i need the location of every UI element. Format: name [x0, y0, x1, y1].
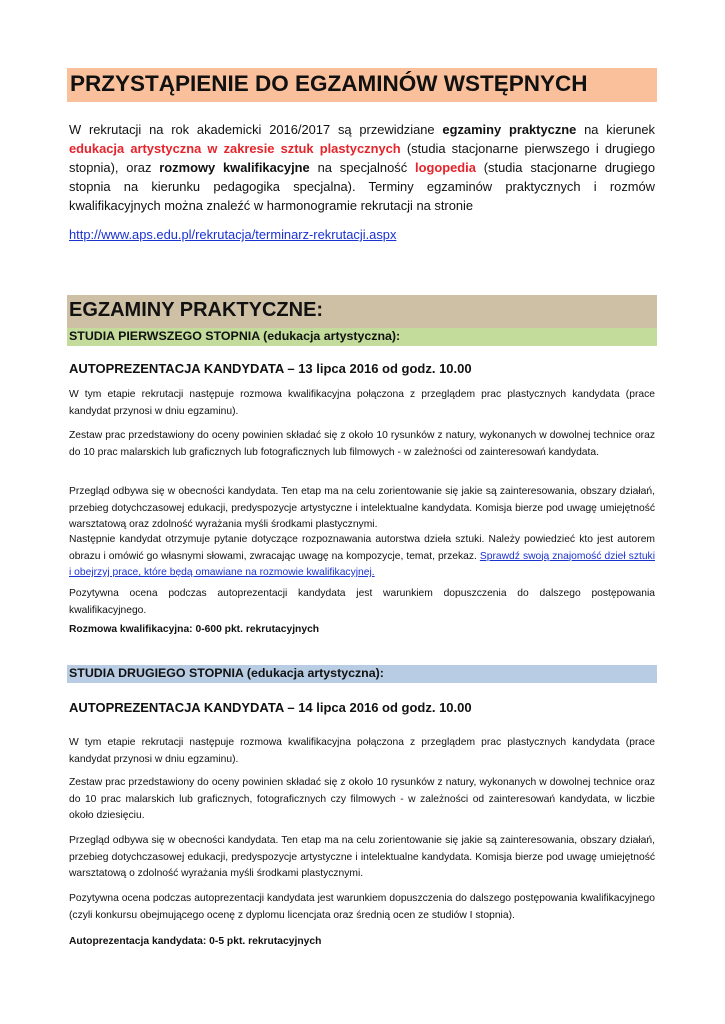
intro-text: (studia stacjonarne pierwszego i drugiego stopnia), oraz	[69, 141, 656, 175]
artworks-quiz-link[interactable]: Sprawdź swoją znajomość dzieł sztuki i obejrzyj prace, które będą omawiane na rozmowie kwalifikacyjnej.	[69, 550, 655, 578]
intro-bold-interviews: rozmowy kwalifikacyjne	[159, 160, 310, 175]
first-degree-paragraph-2: Zestaw prac przedstawiony do oceny powinien składać się z około 10 rysunków z natury, wykonanych w dowolnej technice oraz do 10 prac malarskich lub graficznych lub fotograficznych lub filmowych - w zależności od zainteresowań kandydata.	[69, 430, 655, 458]
schedule-link[interactable]: http://www.aps.edu.pl/rekrutacja/terminarz-rekrutacji.aspx	[69, 227, 397, 242]
intro-text: W rekrutacji na rok akademicki 2016/2017 są przewidziane	[69, 122, 443, 137]
first-degree-paragraph-3: Przegląd odbywa się w obecności kandydata. Ten etap ma na celu zorientowanie się jakie są zainteresowania, obszary działań, przebieg dotychczasowej edukacji, predyspozycje artystyczne i intelektualne kandydata. Komisja bierze pod uwagę umiejętność warsztatową oraz zdolność wyrażania myśli środkami plastycznymi.	[69, 486, 655, 530]
second-degree-paragraph-2: Zestaw prac przedstawiony do oceny powinien składać się z około 10 rysunków z natury, wykonanych w dowolnej technice oraz do 10 prac malarskich lub graficznych, fotograficznych czy filmowych - w zależności od zainteresowań kandydata, w liczbie około dziesięciu.	[69, 777, 655, 821]
intro-text: (studia stacjonarne drugiego stopnia na kierunku pedagogika specjalna). Terminy egzaminów praktycznych i rozmów kwalifikacyjnych można znaleźć w harmonogramie rekrutacji na stronie	[69, 160, 656, 213]
page-title: PRZYSTĄPIENIE DO EGZAMINÓW WSTĘPNYCH	[67, 68, 657, 102]
intro-bold-practical-exams: egzaminy praktyczne	[442, 122, 577, 137]
second-degree-score: Autoprezentacja kandydata: 0-5 pkt. rekrutacyjnych	[69, 936, 322, 947]
intro-highlight-speech-therapy: logopedia	[415, 160, 476, 175]
intro-text: na kierunek	[576, 122, 655, 137]
first-degree-paragraph-4	[69, 532, 655, 582]
second-degree-heading: STUDIA DRUGIEGO STOPNIA (edukacja artystyczna):	[67, 665, 657, 683]
second-degree-subheading: AUTOPREZENTACJA KANDYDATA – 14 lipca 2016 od godz. 10.00	[69, 700, 472, 715]
intro-paragraph	[69, 120, 655, 215]
second-degree-paragraph-3: Przegląd odbywa się w obecności kandydata. Ten etap ma na celu zorientowanie się jakie są zainteresowania, obszary działań, przebieg dotychczasowej edukacji, predyspozycje artystyczne i intelektualne kandydata. Komisja bierze pod uwagę umiejętność warsztatową o zdolność wyrażania myśli środkami plastycznymi.	[69, 835, 655, 879]
first-degree-score: Rozmowa kwalifikacyjna: 0-600 pkt. rekrutacyjnych	[69, 624, 320, 635]
intro-highlight-art-education: edukacja artystyczna w zakresie sztuk plastycznych	[69, 141, 401, 156]
first-degree-paragraph-1: W tym etapie rekrutacji następuje rozmowa kwalifikacyjna połączona z przeglądem prac plastycznych kandydata (prace kandydat przynosi w dniu egzaminu).	[69, 389, 655, 417]
intro-text: na specjalność	[309, 160, 416, 175]
second-degree-paragraph-4: Pozytywna ocena podczas autoprezentacji kandydata jest warunkiem dopuszczenia do dalszego postępowania kwalifikacyjnego (czyli konkursu obejmującego ocenę z dyplomu licencjata oraz średnią ocen ze studiów I stopnia).	[69, 893, 655, 921]
first-degree-subheading: AUTOPREZENTACJA KANDYDATA – 13 lipca 2016 od godz. 10.00	[69, 361, 472, 376]
first-degree-paragraph-5: Pozytywna ocena podczas autoprezentacji kandydata jest warunkiem dopuszczenia do dalszego postępowania kwalifikacyjnego.	[69, 588, 655, 616]
second-degree-paragraph-1: W tym etapie rekrutacji następuje rozmowa kwalifikacyjna połączona z przeglądem prac plastycznych kandydata (prace kandydat przynosi w dniu egzaminu).	[69, 737, 655, 765]
first-degree-heading: STUDIA PIERWSZEGO STOPNIA (edukacja artystyczna):	[67, 328, 657, 346]
section-title-practical-exams: EGZAMINY PRAKTYCZNE:	[67, 295, 657, 328]
first-degree-paragraph-4-text: Następnie kandydat otrzymuje pytanie dotyczące rozpoznawania autorstwa dzieła sztuki. Należy powiedzieć kto jest autorem obrazu i omówić go własnymi słowami, zwracając uwagę na kompozycje, temat, przekaz.	[69, 534, 655, 562]
